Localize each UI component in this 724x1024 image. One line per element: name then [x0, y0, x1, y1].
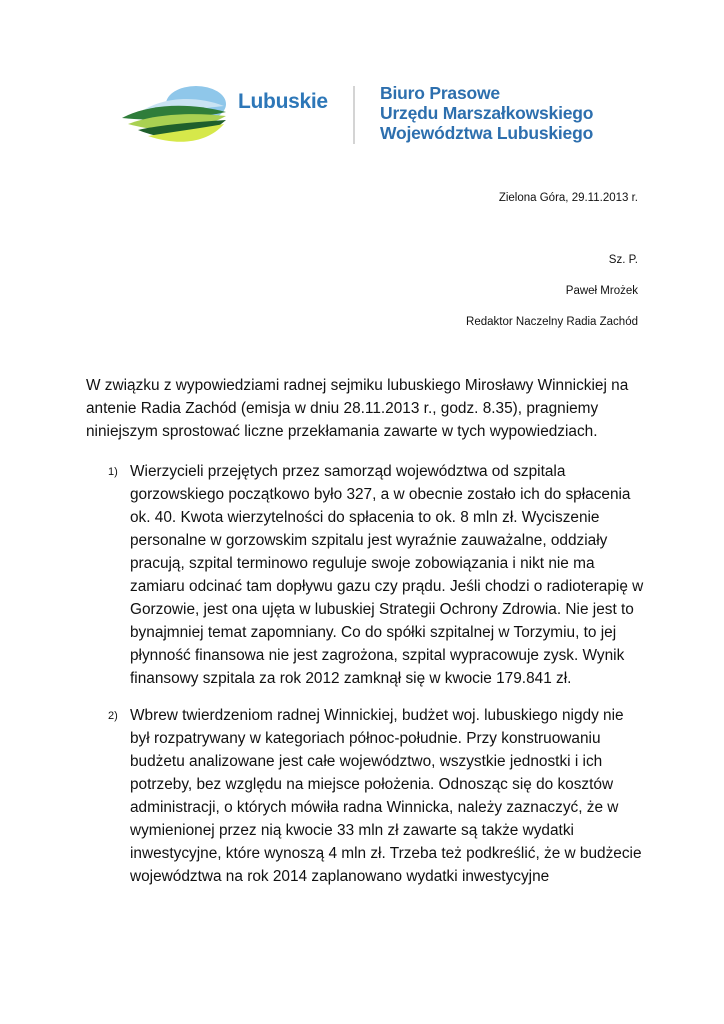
place-date: Zielona Góra, 29.11.2013 r.	[498, 192, 638, 204]
list-item-text: Wbrew twierdzeniom radnej Winnickiej, budżet woj. lubuskiego nigdy nie był rozpatrywany w kategoriach północ-południe. Przy konstruowaniu budżetu analizowane jest całe województwo, wszystkie jednostki i ich potrzeby, bez względu na miejsce położenia. Odnosząc się do kosztów administracji, o których mówiła radna Winnicka, należy zaznaczyć, że w wymienionej przez nią kwocie 33 mln zł zawarte są także wydatki inwestycyjne, które wynoszą 4 mln zł. Trzeba też podkreślić, że w budżecie województwa na rok 2014 zaplanowano wydatki inwestycyjne	[130, 707, 642, 885]
points-list	[86, 460, 646, 888]
office-line: Urzędu Marszałkowskiego	[380, 103, 594, 123]
lubuskie-logo-icon	[118, 84, 230, 150]
letterhead	[0, 0, 724, 160]
recipient-title: Redaktor Naczelny Radia Zachód	[466, 316, 638, 328]
intro-paragraph: W związku z wypowiedziami radnej sejmiku lubuskiego Mirosławy Winnickiej na antenie Radia Zachód (emisja w dniu 28.11.2013 r., godz. 8.35), pragniemy niniejszym sprostować liczne przekłamania zawarte w tych wypowiedziach.	[86, 377, 629, 440]
header-divider	[353, 86, 355, 144]
list-item-number: 2)	[108, 710, 118, 722]
list-item	[86, 704, 646, 888]
list-item-text: Wierzycieli przejętych przez samorząd województwa od szpitala gorzowskiego początkowo było 327, a w obecnie zostało ich do spłacenia ok. 40. Kwota wierzytelności do spłacenia to ok. 8 mln zł. Wyciszenie personalne w gorzowskim szpitalu jest wyraźnie zauważalne, oddziały pracują, szpital terminowo reguluje swoje zobowiązania i nikt nie ma zamiaru odcinać tam dopływu gazu czy prądu. Jeśli chodzi o radioterapię w Gorzowie, jest ona ujęta w lubuskiej Strategii Ochrony Zdrowia. Nie jest to bynajmniej temat zapomniany. Co do spółki szpitalnej w Torzymiu, to jej płynność finansowa nie jest zagrożona, szpital wypracowuje zysk. Wynik finansowy szpitala za rok 2012 zamknął się w kwocie 179.841 zł.	[130, 463, 644, 687]
recipient-name: Paweł Mrożek	[565, 285, 638, 297]
office-name	[380, 83, 593, 143]
office-line: Biuro Prasowe	[380, 83, 500, 103]
list-item-number: 1)	[108, 466, 118, 478]
office-line: Województwa Lubuskiego	[380, 123, 594, 143]
salutation: Sz. P.	[608, 254, 638, 266]
list-item	[86, 460, 646, 690]
brand-name: Lubuskie	[238, 90, 328, 113]
